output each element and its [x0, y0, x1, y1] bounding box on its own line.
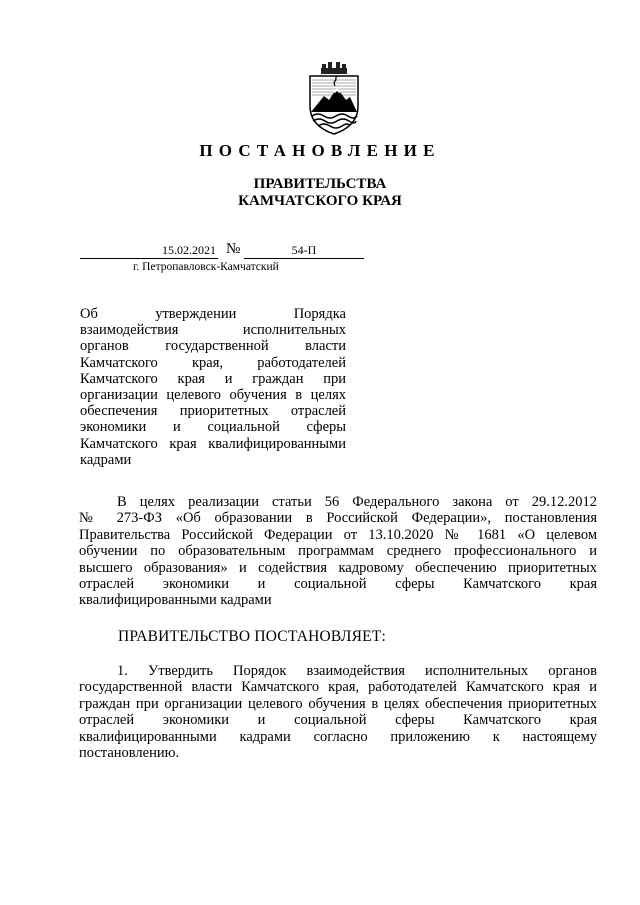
authority-line-2: КАМЧАТСКОГО КРАЯ	[238, 193, 402, 209]
subject-line: Камчатского края и граждан при	[80, 370, 346, 387]
clause-1-paragraph	[79, 663, 597, 761]
preamble-line: обучении по образовательным программам среднего профессионального и	[79, 543, 597, 560]
preamble-line: Правительства Российской Федерации от 13.10.2020 № 1681 «О целевом	[79, 526, 597, 543]
subject-line: Камчатского края, работодателей	[80, 354, 346, 371]
subject-line: организации целевого обучения в целях	[80, 387, 346, 404]
preamble-line: В целях реализации статьи 56 Федерального закона от 29.12.2012	[117, 494, 597, 510]
subject-line: кадрами	[80, 451, 132, 468]
kamchatka-coat-of-arms-icon	[302, 62, 366, 136]
number-sign: №	[226, 241, 241, 257]
preamble-paragraph	[79, 494, 597, 609]
clause-line: государственной власти Камчатского края, работодателей Камчатского края и	[79, 679, 597, 696]
clause-line: отраслей экономики и социальной сферы Камчатского края	[79, 712, 597, 729]
issue-place: г. Петропавловск-Камчатский	[133, 261, 279, 273]
clause-line: квалифицированными кадрами согласно приложению к настоящему	[79, 728, 597, 745]
preamble-line: высшего образования» и содействия кадровому обеспечению приоритетных	[79, 559, 597, 576]
preamble-line: отраслей экономики и социальной сферы Камчатского края	[79, 576, 597, 593]
preamble-line: квалифицированными кадрами	[79, 592, 272, 609]
subject-line: органов государственной власти	[80, 338, 346, 355]
document-subject	[80, 306, 346, 468]
subject-line: обеспечения приоритетных отраслей	[80, 403, 346, 420]
document-number-field	[244, 242, 364, 259]
clause-line: 1. Утвердить Порядок взаимодействия исполнительных органов	[117, 663, 597, 679]
preamble-line: № 273-ФЗ «Об образовании в Российской Федерации», постановления	[79, 510, 597, 527]
decree-statement: ПРАВИТЕЛЬСТВО ПОСТАНОВЛЯЕТ:	[118, 628, 386, 645]
issuing-authority	[0, 176, 640, 210]
subject-line: Камчатского края квалифицированными	[80, 435, 346, 452]
document-type-title: ПОСТАНОВЛЕНИЕ	[199, 141, 441, 160]
clause-line: постановлению.	[79, 745, 180, 762]
document-date: 15.02.2021	[162, 243, 216, 257]
document-date-field	[80, 242, 218, 259]
subject-line: экономики и социальной сферы	[80, 419, 346, 436]
subject-line: взаимодействия исполнительных	[80, 322, 346, 339]
authority-line-1: ПРАВИТЕЛЬСТВА	[253, 176, 387, 192]
clause-line: граждан при организации целевого обучения в целях обеспечения приоритетных	[79, 695, 597, 712]
subject-line: Об утверждении Порядка	[80, 306, 346, 322]
document-number: 54-П	[291, 243, 317, 257]
